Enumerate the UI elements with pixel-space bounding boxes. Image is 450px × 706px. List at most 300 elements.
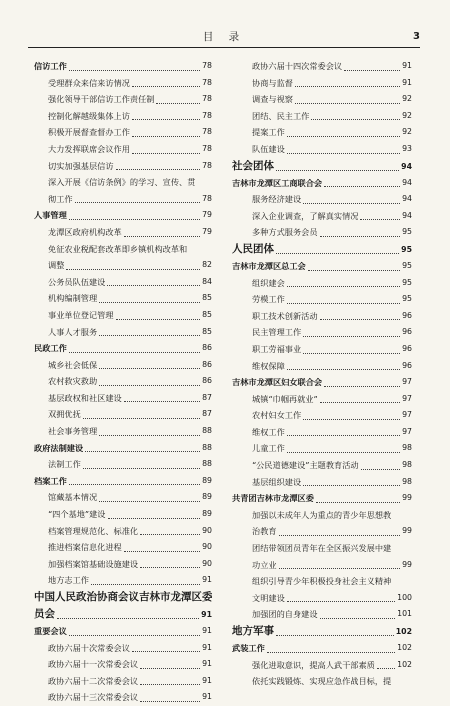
leader-dots xyxy=(99,435,200,436)
toc-entry-page: 102 xyxy=(395,627,412,636)
leader-dots xyxy=(287,435,400,436)
toc-entry-label: 切实加强基层信访 xyxy=(48,160,114,171)
leader-dots xyxy=(308,270,400,271)
toc-entry-label: 馆藏基本情况 xyxy=(48,492,98,503)
toc-entry[interactable] xyxy=(232,424,412,441)
toc-entry-label: 文明建设 xyxy=(252,592,285,603)
leader-dots xyxy=(287,369,400,370)
toc-entry[interactable] xyxy=(232,158,412,175)
toc-entry-label: 政府法制建设 xyxy=(34,442,84,453)
page-title: 目 录 xyxy=(202,31,246,43)
toc-entry-label: 劳模工作 xyxy=(252,294,285,305)
toc-entry-page: 87 xyxy=(202,392,212,402)
toc-entry-page: 91 xyxy=(202,642,212,652)
toc-entry-label: 深入企业调查，了解真实情况 xyxy=(252,210,359,221)
toc-entry-page: 94 xyxy=(402,194,412,204)
toc-entry[interactable] xyxy=(34,489,212,506)
toc-entry[interactable] xyxy=(232,358,412,375)
leader-dots xyxy=(57,618,199,619)
toc-entry-page: 98 xyxy=(402,476,412,486)
toc-entry-label: 组织建会 xyxy=(252,277,285,288)
toc-entry[interactable] xyxy=(34,689,212,706)
header-rule xyxy=(28,47,420,48)
toc-entry-label: 组织引导青少年积极投身社会主义精神 xyxy=(252,576,392,587)
toc-entry[interactable] xyxy=(232,573,412,590)
toc-entry-label: 人事人才服务 xyxy=(48,326,98,337)
toc-entry-page: 86 xyxy=(202,376,212,386)
leader-dots xyxy=(140,684,200,685)
toc-entry-page: 90 xyxy=(202,558,212,568)
toc-entry[interactable] xyxy=(34,423,212,440)
toc-entry[interactable] xyxy=(34,224,212,241)
toc-entry-label: 社会团体 xyxy=(232,159,274,172)
toc-entry-label: 团结带领团员青年在全区振兴发展中建 xyxy=(252,543,392,554)
leader-dots xyxy=(377,668,395,669)
toc-entry[interactable] xyxy=(34,141,212,158)
toc-entry-label: 机构编制管理 xyxy=(48,293,98,304)
toc-entry[interactable] xyxy=(34,673,212,690)
leader-dots xyxy=(287,452,400,453)
toc-entry[interactable] xyxy=(34,91,212,108)
toc-entry-page: 95 xyxy=(402,294,412,304)
toc-entry-page: 91 xyxy=(202,692,212,702)
leader-dots xyxy=(320,319,401,320)
toc-entry[interactable] xyxy=(232,208,412,225)
leader-dots xyxy=(124,236,200,237)
toc-entry-page: 97 xyxy=(402,393,412,403)
toc-entry-page: 78 xyxy=(202,77,212,87)
toc-entry[interactable] xyxy=(34,572,212,589)
toc-entry-label: 龙潭区政府机构改革 xyxy=(48,226,122,237)
toc-entry[interactable] xyxy=(34,257,212,274)
leader-dots xyxy=(83,468,200,469)
leader-dots xyxy=(69,635,200,636)
toc-entry[interactable] xyxy=(232,141,412,158)
toc-entry-label: 加强团的自身建设 xyxy=(252,609,318,620)
toc-entry-page: 98 xyxy=(402,460,412,470)
toc-entry-page: 99 xyxy=(402,526,412,536)
toc-entry-label: 推进档案信息化进程 xyxy=(48,542,122,553)
toc-entry-label: 双拥优抚 xyxy=(48,409,81,420)
leader-dots xyxy=(324,186,400,187)
toc-entry[interactable] xyxy=(34,606,212,623)
leader-dots xyxy=(279,535,401,536)
toc-entry-page: 88 xyxy=(202,442,212,452)
toc-entry[interactable] xyxy=(34,324,212,341)
toc-entry[interactable] xyxy=(34,241,212,258)
toc-entry[interactable] xyxy=(34,523,212,540)
toc-entry-label: 人民团体 xyxy=(232,242,274,255)
toc-entry[interactable] xyxy=(34,373,212,390)
toc-entry-label: 提案工作 xyxy=(252,127,285,138)
toc-entry-page: 91 xyxy=(201,610,212,619)
toc-entry[interactable] xyxy=(232,258,412,275)
toc-entry[interactable] xyxy=(34,307,212,324)
toc-entry-label: 法制工作 xyxy=(48,459,81,470)
leader-dots xyxy=(156,103,200,104)
toc-entry-label: 共青团吉林市龙潭区委 xyxy=(232,493,314,504)
toc-entry-label: 服务经济建设 xyxy=(252,194,302,205)
toc-entry-page: 97 xyxy=(402,410,412,420)
toc-entry-page: 97 xyxy=(402,426,412,436)
leader-dots xyxy=(69,484,200,485)
toc-entry-label: 免征农业税配套改革即乡镇机构改革和 xyxy=(48,243,188,254)
leader-dots xyxy=(303,203,400,204)
toc-entry-page: 90 xyxy=(202,525,212,535)
leader-dots xyxy=(132,119,200,120)
leader-dots xyxy=(303,419,400,420)
leader-dots xyxy=(75,202,201,203)
toc-entry-page: 90 xyxy=(202,542,212,552)
toc-entry-label: 儿童工作 xyxy=(252,443,285,454)
leader-dots xyxy=(99,302,200,303)
toc-entry-page: 94 xyxy=(402,177,412,187)
leader-dots xyxy=(140,567,200,568)
leader-dots xyxy=(276,170,399,171)
toc-entry[interactable] xyxy=(34,556,212,573)
toc-entry[interactable] xyxy=(34,58,212,75)
toc-entry-label: 档案管理规范化、标准化 xyxy=(48,525,139,536)
toc-entry-label: 调查与视察 xyxy=(252,94,293,105)
toc-entry[interactable] xyxy=(34,174,212,191)
toc-entry-label: 强化领导干部信访工作责任制 xyxy=(48,94,155,105)
toc-entry-page: 88 xyxy=(202,426,212,436)
toc-entry-page: 78 xyxy=(202,143,212,153)
leader-dots xyxy=(140,668,200,669)
toc-entry-label: 维权保障 xyxy=(252,360,285,371)
toc-entry-label: “公民道德建设”主题教育活动 xyxy=(252,460,359,471)
toc-entry[interactable] xyxy=(34,473,212,490)
toc-entry[interactable] xyxy=(232,523,412,540)
toc-entry-page: 92 xyxy=(402,94,412,104)
leader-dots xyxy=(344,70,400,71)
toc-entry[interactable] xyxy=(232,474,412,491)
toc-entry-page: 99 xyxy=(402,493,412,503)
toc-entry[interactable] xyxy=(232,308,412,325)
toc-entry-page: 85 xyxy=(202,326,212,336)
toc-entry[interactable] xyxy=(232,291,412,308)
toc-entry[interactable] xyxy=(232,191,412,208)
toc-entry-label: 城乡社会低保 xyxy=(48,359,98,370)
toc-entry[interactable] xyxy=(34,290,212,307)
toc-entry[interactable] xyxy=(232,490,412,507)
leader-dots xyxy=(303,336,400,337)
toc-entry-label: 公务员队伍建设 xyxy=(48,276,106,287)
leader-dots xyxy=(132,86,200,87)
toc-entry-page: 96 xyxy=(402,310,412,320)
toc-entry[interactable] xyxy=(34,656,212,673)
toc-entry-page: 101 xyxy=(397,609,412,619)
leader-dots xyxy=(316,502,400,503)
toc-entry[interactable] xyxy=(232,391,412,408)
toc-entry[interactable] xyxy=(232,673,412,690)
toc-entry[interactable] xyxy=(34,274,212,291)
toc-entry-page: 94 xyxy=(402,210,412,220)
toc-entry-label: 民主管理工作 xyxy=(252,327,302,338)
toc-entry-page: 78 xyxy=(202,110,212,120)
toc-entry-page: 93 xyxy=(402,143,412,153)
toc-entry-label: 吉林市龙潭区妇女联合会 xyxy=(232,377,323,388)
leader-dots xyxy=(99,368,200,369)
leader-dots xyxy=(99,385,200,386)
toc-entry-page: 78 xyxy=(202,61,212,70)
leader-dots xyxy=(85,451,200,452)
toc-entry-label: 民政工作 xyxy=(34,343,67,354)
toc-entry-label: 职工技术创新活动 xyxy=(252,310,318,321)
leader-dots xyxy=(124,551,200,552)
toc-entry[interactable] xyxy=(232,540,412,557)
leader-dots xyxy=(303,485,400,486)
toc-entry-page: 96 xyxy=(402,327,412,337)
toc-entry-label: 重要会议 xyxy=(34,626,67,636)
leader-dots xyxy=(108,518,201,519)
toc-entry-page: 78 xyxy=(202,94,212,104)
leader-dots xyxy=(320,236,401,237)
leader-dots xyxy=(140,701,200,702)
toc-entry-page: 94 xyxy=(401,161,412,171)
toc-entry-label: 调整 xyxy=(48,260,65,271)
toc-entry-label: 吉林市龙潭区工商联合会 xyxy=(232,177,323,188)
toc-entry-page: 82 xyxy=(202,260,212,270)
toc-entry[interactable] xyxy=(34,539,212,556)
toc-entry-label: 彻工作 xyxy=(48,193,73,204)
toc-entry-page: 78 xyxy=(202,127,212,137)
leader-dots xyxy=(99,335,200,336)
toc-entry-label: 档案工作 xyxy=(34,475,67,486)
toc-entry-page: 99 xyxy=(402,559,412,569)
toc-entry-page: 95 xyxy=(402,277,412,287)
toc-entry[interactable] xyxy=(232,374,412,391)
toc-entry-page: 91 xyxy=(202,575,212,585)
toc-entry-page: 85 xyxy=(202,293,212,303)
leader-dots xyxy=(320,618,396,619)
toc-entry-label: 吉林市龙潭区总工会 xyxy=(232,260,306,271)
toc-entry[interactable] xyxy=(34,406,212,423)
leader-dots xyxy=(83,418,200,419)
toc-entry-label: 治教育 xyxy=(252,526,277,537)
toc-entry-page: 96 xyxy=(402,343,412,353)
leader-dots xyxy=(287,136,400,137)
toc-entry-label: 强化进取意识，提高人武干部素质 xyxy=(252,659,375,670)
toc-entry-label: 员会 xyxy=(34,608,55,620)
leader-dots xyxy=(287,153,400,154)
toc-entry[interactable] xyxy=(34,357,212,374)
leader-dots xyxy=(279,568,401,569)
toc-entry[interactable] xyxy=(232,58,412,75)
toc-entry-page: 95 xyxy=(402,227,412,237)
toc-entry[interactable] xyxy=(232,275,412,292)
toc-entry[interactable] xyxy=(34,207,212,224)
toc-entry-page: 91 xyxy=(402,77,412,87)
toc-entry[interactable] xyxy=(34,390,212,407)
leader-dots xyxy=(287,303,400,304)
leader-dots xyxy=(361,469,400,470)
leader-dots xyxy=(295,86,400,87)
leader-dots xyxy=(107,285,200,286)
leader-dots xyxy=(303,353,400,354)
toc-entry-label: 事业单位登记管理 xyxy=(48,309,114,320)
leader-dots xyxy=(276,253,399,254)
leader-dots xyxy=(287,601,395,602)
toc-entry-page: 91 xyxy=(202,675,212,685)
toc-entry-page: 89 xyxy=(202,492,212,502)
toc-entry-page: 89 xyxy=(202,475,212,485)
toc-entry[interactable] xyxy=(34,623,212,640)
toc-entry-page: 102 xyxy=(397,659,412,669)
toc-entry-label: “四个基地”建设 xyxy=(48,509,106,520)
toc-entry[interactable] xyxy=(232,606,412,623)
toc-entry[interactable] xyxy=(232,590,412,607)
leader-dots xyxy=(140,534,200,535)
toc-entry-page: 79 xyxy=(202,210,212,220)
leader-dots xyxy=(124,401,200,402)
toc-entry-label: 信访工作 xyxy=(34,61,67,71)
toc-entry-page: 95 xyxy=(402,260,412,270)
toc-entry-page: 78 xyxy=(202,160,212,170)
leader-dots xyxy=(132,136,200,137)
toc-entry-label: 城镇“巾帼再就业” xyxy=(252,393,318,404)
leader-dots xyxy=(287,286,400,287)
toc-entry[interactable] xyxy=(232,341,412,358)
leader-dots xyxy=(99,501,200,502)
toc-entry[interactable] xyxy=(232,91,412,108)
leader-dots xyxy=(132,153,200,154)
toc-entry[interactable] xyxy=(232,640,412,657)
toc-entry[interactable] xyxy=(34,589,212,606)
toc-entry-page: 87 xyxy=(202,409,212,419)
toc-entry-page: 86 xyxy=(202,343,212,353)
toc-entry-label: 多种方式服务会员 xyxy=(252,227,318,238)
toc-entry-page: 89 xyxy=(202,509,212,519)
toc-entry-page: 88 xyxy=(202,459,212,469)
leader-dots xyxy=(116,169,201,170)
toc-entry-label: 政协六届十次常委会议 xyxy=(48,642,130,653)
toc-entry-page: 96 xyxy=(402,360,412,370)
toc-entry-page: 78 xyxy=(202,193,212,203)
toc-entry-page: 98 xyxy=(402,443,412,453)
toc-entry[interactable] xyxy=(34,191,212,208)
toc-entry-label: 深入开展《信访条例》的学习、宣传、贯 xyxy=(48,177,196,188)
toc-entry-page: 84 xyxy=(202,276,212,286)
leader-dots xyxy=(66,269,200,270)
toc-entry[interactable] xyxy=(232,407,412,424)
toc-entry-label: 政协六届十三次常委会议 xyxy=(48,692,139,703)
toc-entry-label: 受理群众来信来访情况 xyxy=(48,77,130,88)
leader-dots xyxy=(324,386,400,387)
toc-entry-page: 91 xyxy=(202,626,212,635)
toc-entry[interactable] xyxy=(232,507,412,524)
leader-dots xyxy=(295,103,400,104)
leader-dots xyxy=(69,352,200,353)
toc-entry-label: 基层组织建设 xyxy=(252,476,302,487)
toc-entry[interactable] xyxy=(34,158,212,175)
toc-entry-label: 职工劳福事业 xyxy=(252,343,302,354)
toc-entry-label: 加强以未成年人为重点的青少年思想教 xyxy=(252,509,392,520)
toc-entry[interactable] xyxy=(34,506,212,523)
leader-dots xyxy=(267,652,395,653)
toc-entry-page: 102 xyxy=(397,643,412,652)
toc-entry[interactable] xyxy=(232,324,412,341)
toc-entry-label: 政协六届十一次常委会议 xyxy=(48,659,139,670)
toc-entry-label: 控制化解越级集体上访 xyxy=(48,110,130,121)
leader-dots xyxy=(132,651,200,652)
page-number: 3 xyxy=(413,31,420,42)
page-header xyxy=(28,30,420,46)
toc-entry-page: 91 xyxy=(202,659,212,669)
toc-entry-label: 地方军事 xyxy=(232,625,274,637)
toc-entry-label: 武装工作 xyxy=(232,643,265,653)
toc-entry-label: 协商与监督 xyxy=(252,77,293,88)
toc-entry[interactable] xyxy=(232,224,412,241)
toc-entry[interactable] xyxy=(232,75,412,92)
toc-entry[interactable] xyxy=(232,657,412,674)
toc-entry-page: 79 xyxy=(202,226,212,236)
toc-entry-label: 农村妇女工作 xyxy=(252,410,302,421)
leader-dots xyxy=(69,219,200,220)
toc-entry[interactable] xyxy=(34,456,212,473)
toc-left-column xyxy=(34,58,212,706)
leader-dots xyxy=(91,584,200,585)
leader-dots xyxy=(311,119,400,120)
toc-entry-page: 97 xyxy=(402,377,412,387)
toc-entry-page: 86 xyxy=(202,359,212,369)
toc-entry[interactable] xyxy=(232,175,412,192)
toc-entry[interactable] xyxy=(34,640,212,657)
toc-entry[interactable] xyxy=(34,440,212,457)
toc-entry-label: 政协六届十二次常委会议 xyxy=(48,675,139,686)
toc-entry-label: 农村救灾救助 xyxy=(48,376,98,387)
toc-entry[interactable] xyxy=(232,124,412,141)
toc-entry-label: 依托实践锻炼、实现应急作战目标，提 xyxy=(252,676,392,687)
toc-entry[interactable] xyxy=(34,75,212,92)
toc-entry-label: 社会事务管理 xyxy=(48,426,98,437)
leader-dots xyxy=(116,319,201,320)
toc-entry[interactable] xyxy=(232,241,412,258)
leader-dots xyxy=(360,219,400,220)
toc-entry[interactable] xyxy=(232,557,412,574)
toc-entry-label: 加强档案馆基础设施建设 xyxy=(48,558,139,569)
toc-entry[interactable] xyxy=(232,108,412,125)
toc-entry[interactable] xyxy=(34,124,212,141)
toc-entry[interactable] xyxy=(232,457,412,474)
toc-entry-page: 92 xyxy=(402,127,412,137)
toc-entry[interactable] xyxy=(34,108,212,125)
toc-entry-label: 中国人民政治协商会议吉林市龙潭区委 xyxy=(34,591,212,603)
toc-entry-label: 基层政权和社区建设 xyxy=(48,392,122,403)
toc-entry-label: 功立业 xyxy=(252,559,277,570)
toc-entry-label: 队伍建设 xyxy=(252,143,285,154)
toc-entry-label: 维权工作 xyxy=(252,426,285,437)
toc-entry-label: 人事管理 xyxy=(34,210,67,221)
toc-entry-label: 政协六届十四次常委会议 xyxy=(252,61,343,71)
toc-entry[interactable] xyxy=(34,340,212,357)
leader-dots xyxy=(69,70,200,71)
leader-dots xyxy=(320,402,400,403)
toc-entry-label: 积极开展督查督办工作 xyxy=(48,127,130,138)
toc-entry-label: 大力发挥联席会议作用 xyxy=(48,143,130,154)
toc-entry-label: 团结、民主工作 xyxy=(252,110,310,121)
toc-entry-page: 100 xyxy=(397,592,412,602)
leader-dots xyxy=(276,635,394,636)
toc-entry-page: 91 xyxy=(402,61,412,70)
toc-entry-page: 92 xyxy=(402,110,412,120)
toc-entry-label: 地方志工作 xyxy=(48,575,89,586)
toc-entry[interactable] xyxy=(232,440,412,457)
toc-entry[interactable] xyxy=(232,623,412,640)
toc-right-column xyxy=(232,58,412,690)
toc-entry-page: 95 xyxy=(401,244,412,254)
toc-entry-page: 85 xyxy=(202,309,212,319)
